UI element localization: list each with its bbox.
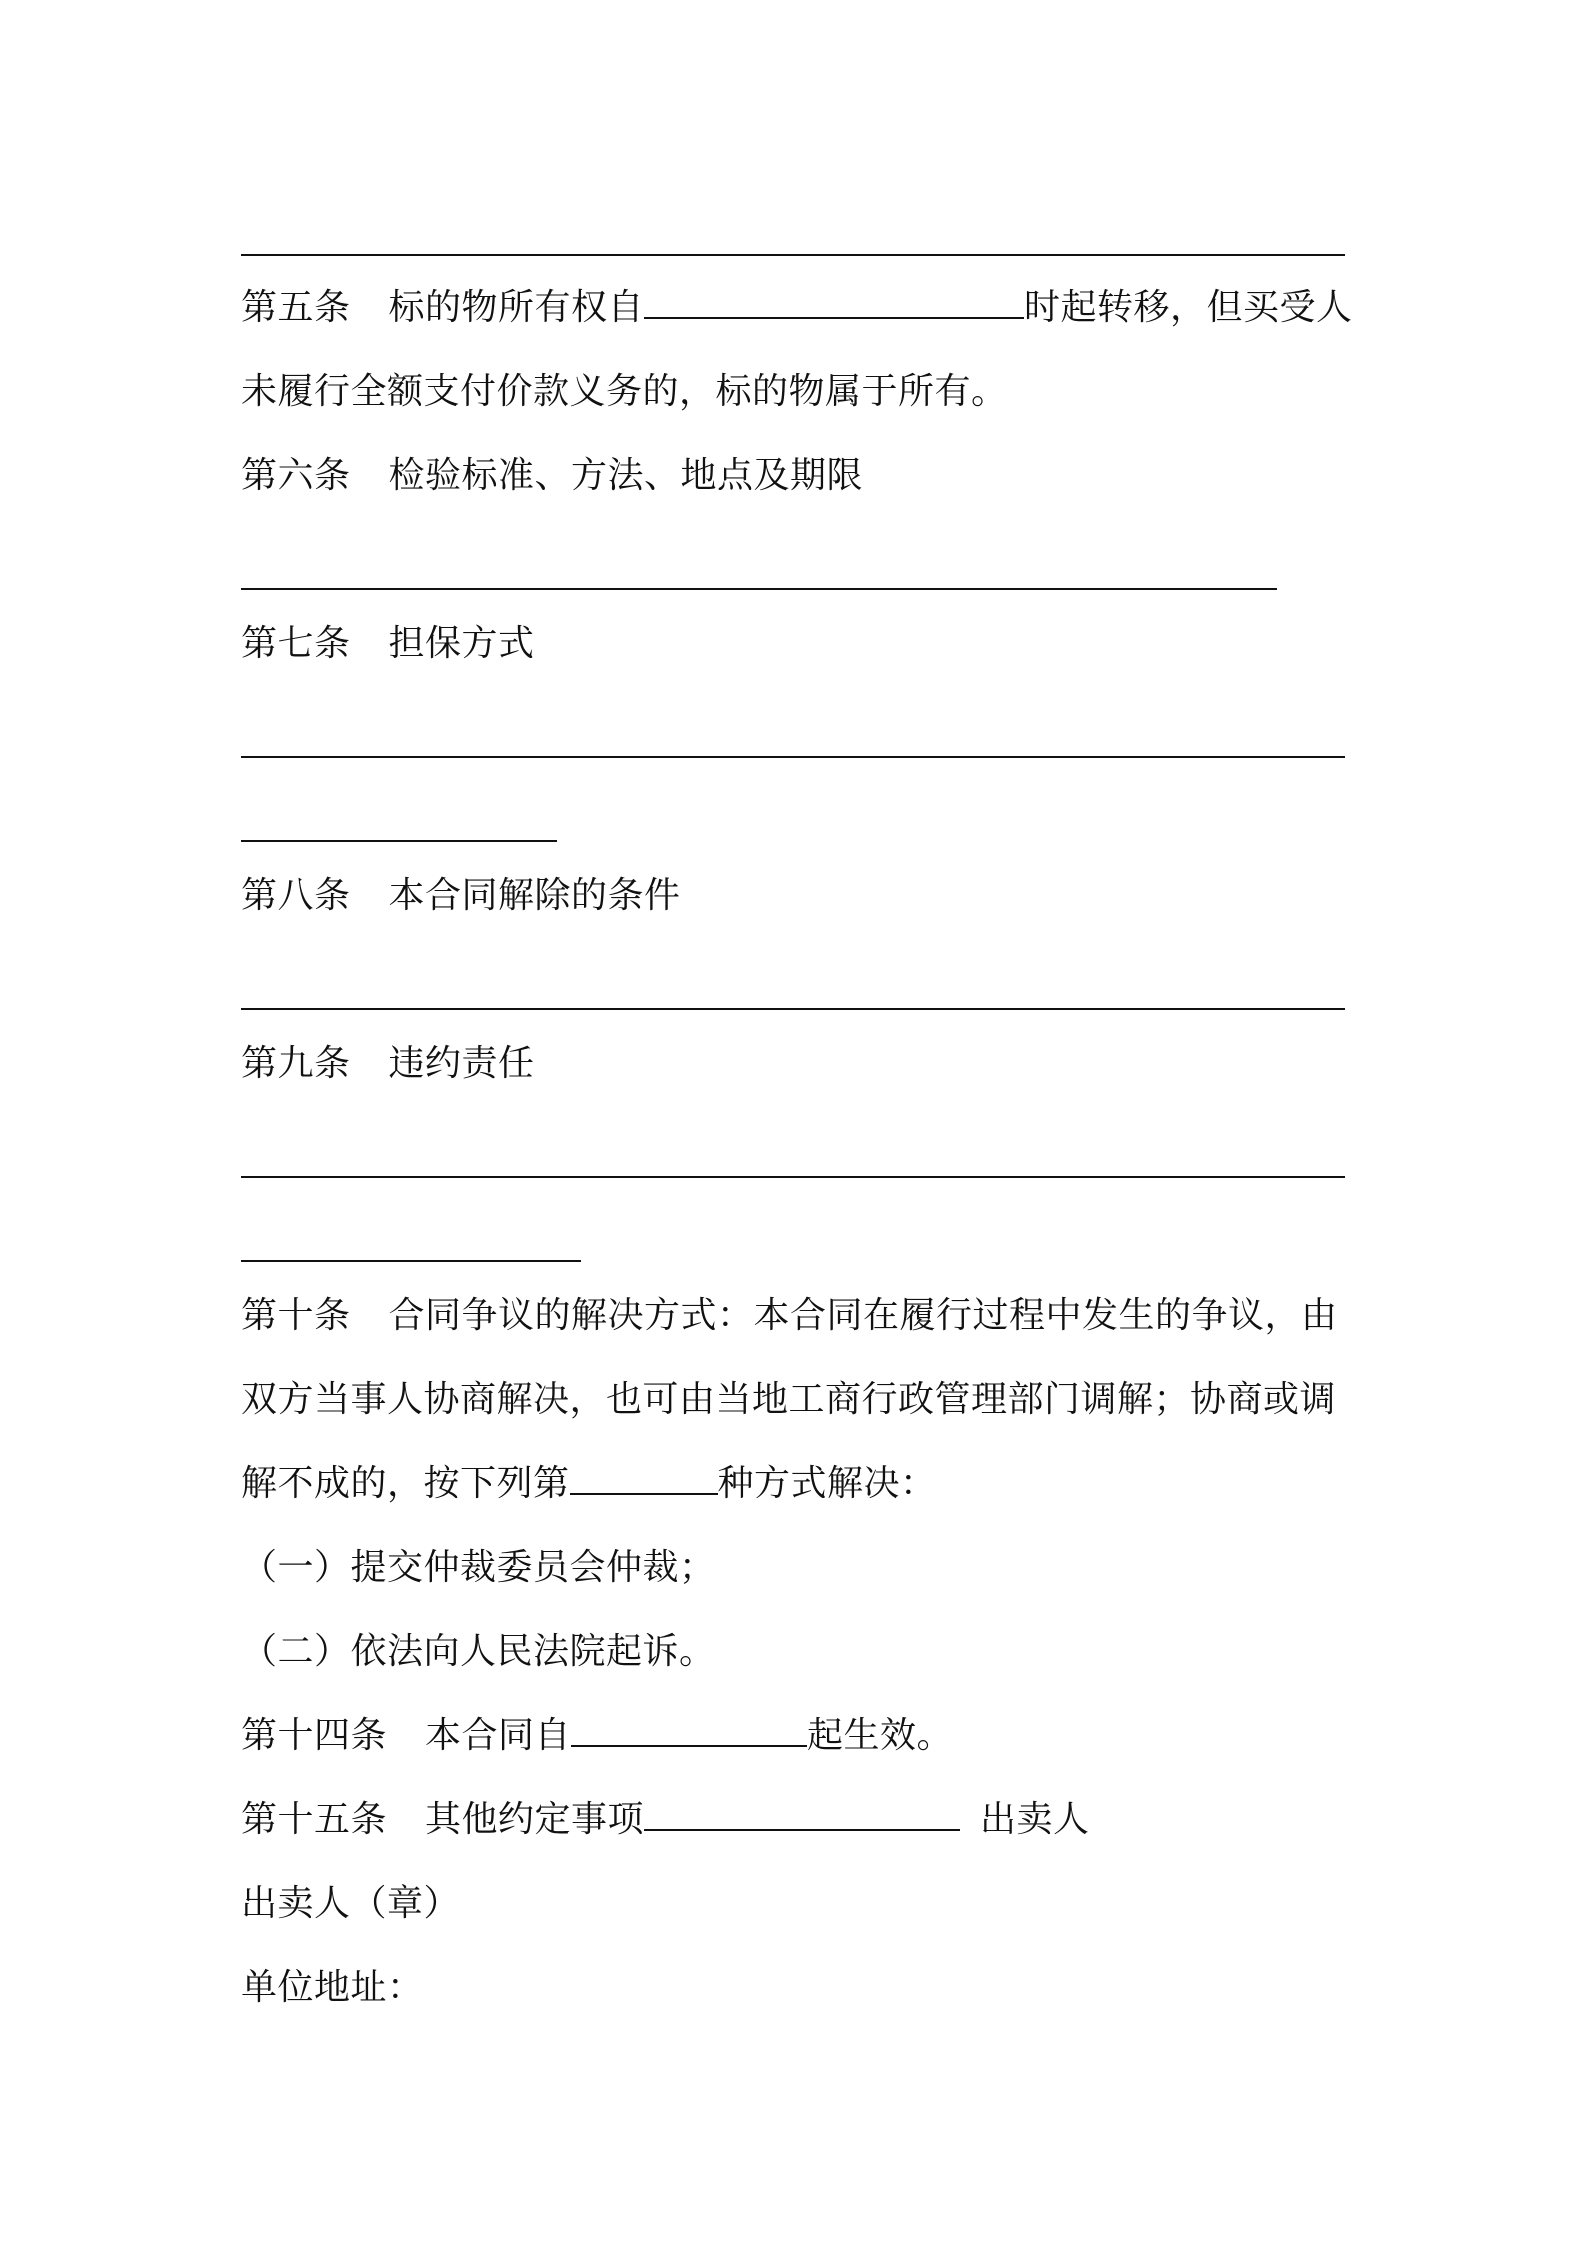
blank-line-1: [241, 254, 1345, 256]
effective-date-blank[interactable]: [571, 1715, 807, 1747]
seller-seal-line: [241, 1882, 460, 1926]
clause-8-label: 第八条: [241, 875, 351, 916]
clause-10-label: 第十条: [241, 1295, 351, 1336]
clause-7-blank-2[interactable]: [241, 840, 557, 842]
address-label: 单位地址：: [241, 1967, 424, 2008]
clause-5-text-c: 未履行全额支付价款义务的，标的物属于所有。: [241, 371, 1008, 412]
clause-15: [241, 1798, 1090, 1842]
clause-9-title: 违约责任: [388, 1043, 535, 1084]
clause-7: [241, 622, 535, 666]
clause-10-line-1: [241, 1294, 1338, 1338]
clause-5-text-b: 时起转移，但买受人: [1024, 287, 1353, 328]
option-1: [241, 1546, 716, 1590]
clause-10-text-a: 合同争议的解决方式：本合同在履行过程中发生的争议，由: [388, 1295, 1338, 1336]
clause-7-blank-1[interactable]: [241, 756, 1345, 758]
clause-8-blank[interactable]: [241, 1008, 1345, 1010]
clause-14-text-b: 起生效。: [807, 1715, 954, 1756]
clause-5-label: 第五条: [241, 287, 351, 328]
clause-5-line-1: [241, 286, 1353, 330]
clause-14-text-a: 本合同自: [425, 1715, 572, 1756]
method-number-blank[interactable]: [570, 1463, 718, 1495]
clause-10-text-b: 双方当事人协商解决，也可由当地工商行政管理部门调解；协商或调: [241, 1379, 1337, 1420]
clause-10-text-c2: 种方式解决：: [717, 1463, 937, 1504]
clause-5-text-a: 标的物所有权自: [388, 287, 645, 328]
clause-14: [241, 1714, 953, 1758]
clause-6-title: 检验标准、方法、地点及期限: [388, 455, 864, 496]
clause-9-label: 第九条: [241, 1043, 351, 1084]
clause-9: [241, 1042, 535, 1086]
clause-14-label: 第十四条: [241, 1715, 388, 1756]
other-matters-blank[interactable]: [644, 1799, 960, 1831]
clause-8-title: 本合同解除的条件: [388, 875, 681, 916]
clause-15-text-a: 其他约定事项: [425, 1799, 645, 1840]
clause-10-line-2: [241, 1378, 1336, 1422]
clause-10-line-3: [241, 1462, 937, 1506]
clause-7-label: 第七条: [241, 623, 351, 664]
clause-9-blank-2[interactable]: [241, 1260, 581, 1262]
address-line: [241, 1966, 424, 2010]
clause-8: [241, 874, 681, 918]
clause-7-title: 担保方式: [388, 623, 535, 664]
option-2-text: （二）依法向人民法院起诉。: [241, 1631, 716, 1672]
clause-6-label: 第六条: [241, 455, 351, 496]
clause-15-label: 第十五条: [241, 1799, 388, 1840]
seller-seal-label: 出卖人（章）: [241, 1883, 461, 1924]
clause-6: [241, 454, 863, 498]
ownership-transfer-blank[interactable]: [644, 287, 1024, 319]
clause-15-text-b: 出卖人: [980, 1799, 1090, 1840]
option-2: [241, 1630, 716, 1674]
option-1-text: （一）提交仲裁委员会仲裁；: [241, 1547, 716, 1588]
clause-5-line-2: [241, 370, 1008, 414]
clause-10-text-c1: 解不成的，按下列第: [241, 1463, 570, 1504]
clause-6-blank[interactable]: [241, 588, 1277, 590]
clause-9-blank-1[interactable]: [241, 1176, 1345, 1178]
